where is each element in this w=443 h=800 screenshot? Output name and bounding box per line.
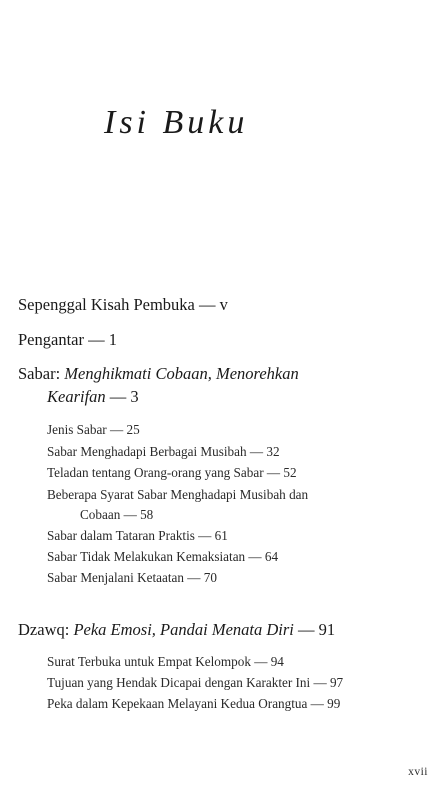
toc-entry-sabar-continued[interactable] (47, 387, 139, 407)
chapter-prefix: Sabar: (18, 364, 65, 383)
toc-subentry[interactable]: Sabar Menjalani Ketaatan — 70 (47, 570, 217, 585)
chapter-prefix: Dzawq: (18, 620, 74, 639)
toc-subentry[interactable]: Surat Terbuka untuk Empat Kelompok — 94 (47, 654, 284, 669)
toc-subentry[interactable]: Jenis Sabar — 25 (47, 422, 140, 437)
toc-entry-pengantar[interactable] (18, 330, 117, 350)
toc-subentry[interactable]: Peka dalam Kepekaan Melayani Kedua Orangtua — 99 (47, 696, 341, 711)
toc-subentry[interactable]: Tujuan yang Hendak Dicapai dengan Karakter Ini — 97 (47, 675, 344, 690)
toc-subentry[interactable]: Teladan tentang Orang-orang yang Sabar — 52 (47, 465, 297, 480)
toc-entry-sabar[interactable] (18, 364, 299, 384)
chapter-page: — 91 (293, 620, 336, 639)
page-number: xvii (408, 766, 428, 778)
toc-subentry[interactable]: Sabar Menghadapi Berbagai Musibah — 32 (47, 444, 280, 459)
toc-entry-label: Sepenggal Kisah Pembuka — v (18, 295, 228, 314)
chapter-page: — 3 (105, 387, 139, 406)
page-title: Isi Buku (104, 104, 249, 141)
toc-subentry[interactable]: Sabar dalam Tataran Praktis — 61 (47, 528, 228, 543)
toc-subentry[interactable]: Sabar Tidak Melakukan Kemaksiatan — 64 (47, 549, 279, 564)
toc-entry-pembuka[interactable] (18, 295, 228, 315)
chapter-title: Menghikmati Cobaan, Menorehkan (64, 364, 299, 383)
toc-subentry[interactable]: Beberapa Syarat Sabar Menghadapi Musibah dan (47, 487, 309, 502)
chapter-title-continued: Kearifan (47, 387, 106, 406)
chapter-title: Peka Emosi, Pandai Menata Diri (73, 620, 294, 639)
toc-entry-label: Pengantar — 1 (18, 330, 117, 349)
toc-subentry-continued[interactable]: Cobaan — 58 (80, 507, 154, 522)
toc-entry-dzawq[interactable] (18, 620, 335, 640)
